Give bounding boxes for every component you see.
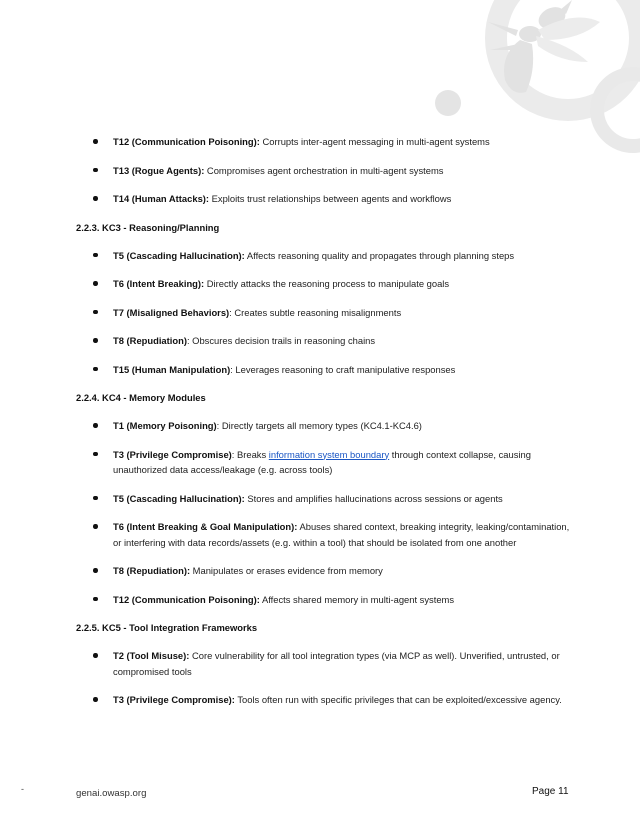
- bullet-icon: [93, 367, 98, 372]
- list-item: [76, 447, 576, 478]
- threat-description: Affects reasoning quality and propagates through planning steps: [244, 249, 515, 261]
- threat-description: : Directly targets all memory types (KC4.1-KC4.6): [216, 420, 422, 431]
- list-item: [76, 519, 576, 550]
- threat-description: Directly attacks the reasoning process to manipulate goals: [204, 278, 450, 289]
- list-item: [76, 305, 576, 321]
- bullet-icon: [93, 196, 98, 201]
- list-item: [76, 134, 576, 150]
- threat-label: T3 (Privilege Compromise):: [113, 694, 235, 705]
- list-item: [76, 648, 576, 679]
- threat-description: Compromises agent orchestration in multi-agent systems: [204, 164, 444, 176]
- footer-dash: -: [21, 784, 24, 794]
- list-item: [76, 418, 576, 434]
- threat-description: : Obscures decision trails in reasoning chains: [186, 335, 376, 346]
- bullet-icon: [93, 168, 98, 173]
- threat-label: T2 (Tool Misuse):: [113, 650, 190, 661]
- bullet-icon: [93, 524, 98, 529]
- list-item: [76, 692, 576, 708]
- list-item: [76, 333, 576, 349]
- list-item: [76, 491, 576, 507]
- threat-label: T1 (Memory Poisoning): [113, 420, 217, 431]
- threat-label: T5 (Cascading Hallucination):: [113, 249, 245, 261]
- threat-description: Manipulates or erases evidence from memory: [190, 565, 383, 576]
- threat-description: Corrupts inter-agent messaging in multi-agent systems: [259, 136, 490, 147]
- bullet-icon: [93, 568, 98, 573]
- threat-label: T5 (Cascading Hallucination):: [113, 492, 245, 504]
- threat-label: T7 (Misaligned Behaviors): [113, 306, 230, 318]
- threat-label: T12 (Communication Poisoning):: [113, 136, 260, 147]
- list-item: [76, 191, 576, 207]
- bullet-icon: [93, 253, 98, 258]
- threat-label: T8 (Repudiation):: [113, 565, 191, 576]
- bullet-icon: [93, 597, 98, 602]
- section-heading: 2.2.5. KC5 - Tool Integration Frameworks: [76, 622, 258, 633]
- footer-url[interactable]: genai.owasp.org: [76, 788, 147, 799]
- bullet-icon: [93, 653, 98, 658]
- bullet-icon: [93, 697, 98, 702]
- list-item: [76, 276, 576, 292]
- threat-label: T6 (Intent Breaking & Goal Manipulation):: [113, 521, 298, 532]
- section-heading: 2.2.3. KC3 - Reasoning/Planning: [76, 221, 220, 233]
- bullet-icon: [93, 281, 98, 286]
- section-heading: 2.2.4. KC4 - Memory Modules: [76, 392, 206, 403]
- threat-label: T8 (Repudiation): [113, 335, 187, 346]
- bullet-icon: [93, 452, 98, 457]
- list-item: [76, 362, 576, 378]
- threat-label: T15 (Human Manipulation): [113, 363, 231, 375]
- threat-description: Abuses shared context, breaking integrity, leaking/contamination, or interfering with data records/assets (e.g. within a tool) that should be isolated from one another: [113, 521, 570, 548]
- threat-description: Tools often run with specific privileges that can be exploited/excessive agency.: [234, 694, 562, 705]
- bullet-icon: [93, 423, 98, 428]
- list-item: [76, 163, 576, 179]
- threat-description: : Leverages reasoning to craft manipulative responses: [230, 363, 456, 375]
- threat-description: Exploits trust relationships between agents and workflows: [209, 193, 452, 204]
- list-item: [76, 248, 576, 264]
- document-body: [76, 134, 576, 721]
- threat-description: Affects shared memory in multi-agent systems: [259, 593, 455, 605]
- threat-description-continued: through context collapse, causing unauthorized data access/leakage (e.g. across tools): [113, 448, 531, 475]
- threat-description: : Creates subtle reasoning misalignments: [229, 306, 402, 318]
- page-number: Page 11: [532, 786, 569, 797]
- threat-description: Core vulnerability for all tool integration types (via MCP as well). Unverified, untrusted, or compromised tools: [113, 650, 560, 677]
- threat-label: T6 (Intent Breaking):: [113, 278, 205, 289]
- bullet-icon: [93, 310, 98, 315]
- list-item: [76, 592, 576, 608]
- threat-label: T14 (Human Attacks):: [113, 193, 210, 204]
- threat-description: : Breaks: [231, 448, 269, 460]
- threat-label: T3 (Privilege Compromise): [113, 448, 232, 460]
- threat-label: T13 (Rogue Agents):: [113, 164, 205, 176]
- bullet-icon: [93, 338, 98, 343]
- reference-link[interactable]: information system boundary: [268, 448, 390, 460]
- bullet-icon: [93, 139, 98, 144]
- list-item: [76, 563, 576, 579]
- threat-label: T12 (Communication Poisoning):: [113, 593, 260, 605]
- threat-description: Stores and amplifies hallucinations across sessions or agents: [244, 492, 503, 504]
- bullet-icon: [93, 496, 98, 501]
